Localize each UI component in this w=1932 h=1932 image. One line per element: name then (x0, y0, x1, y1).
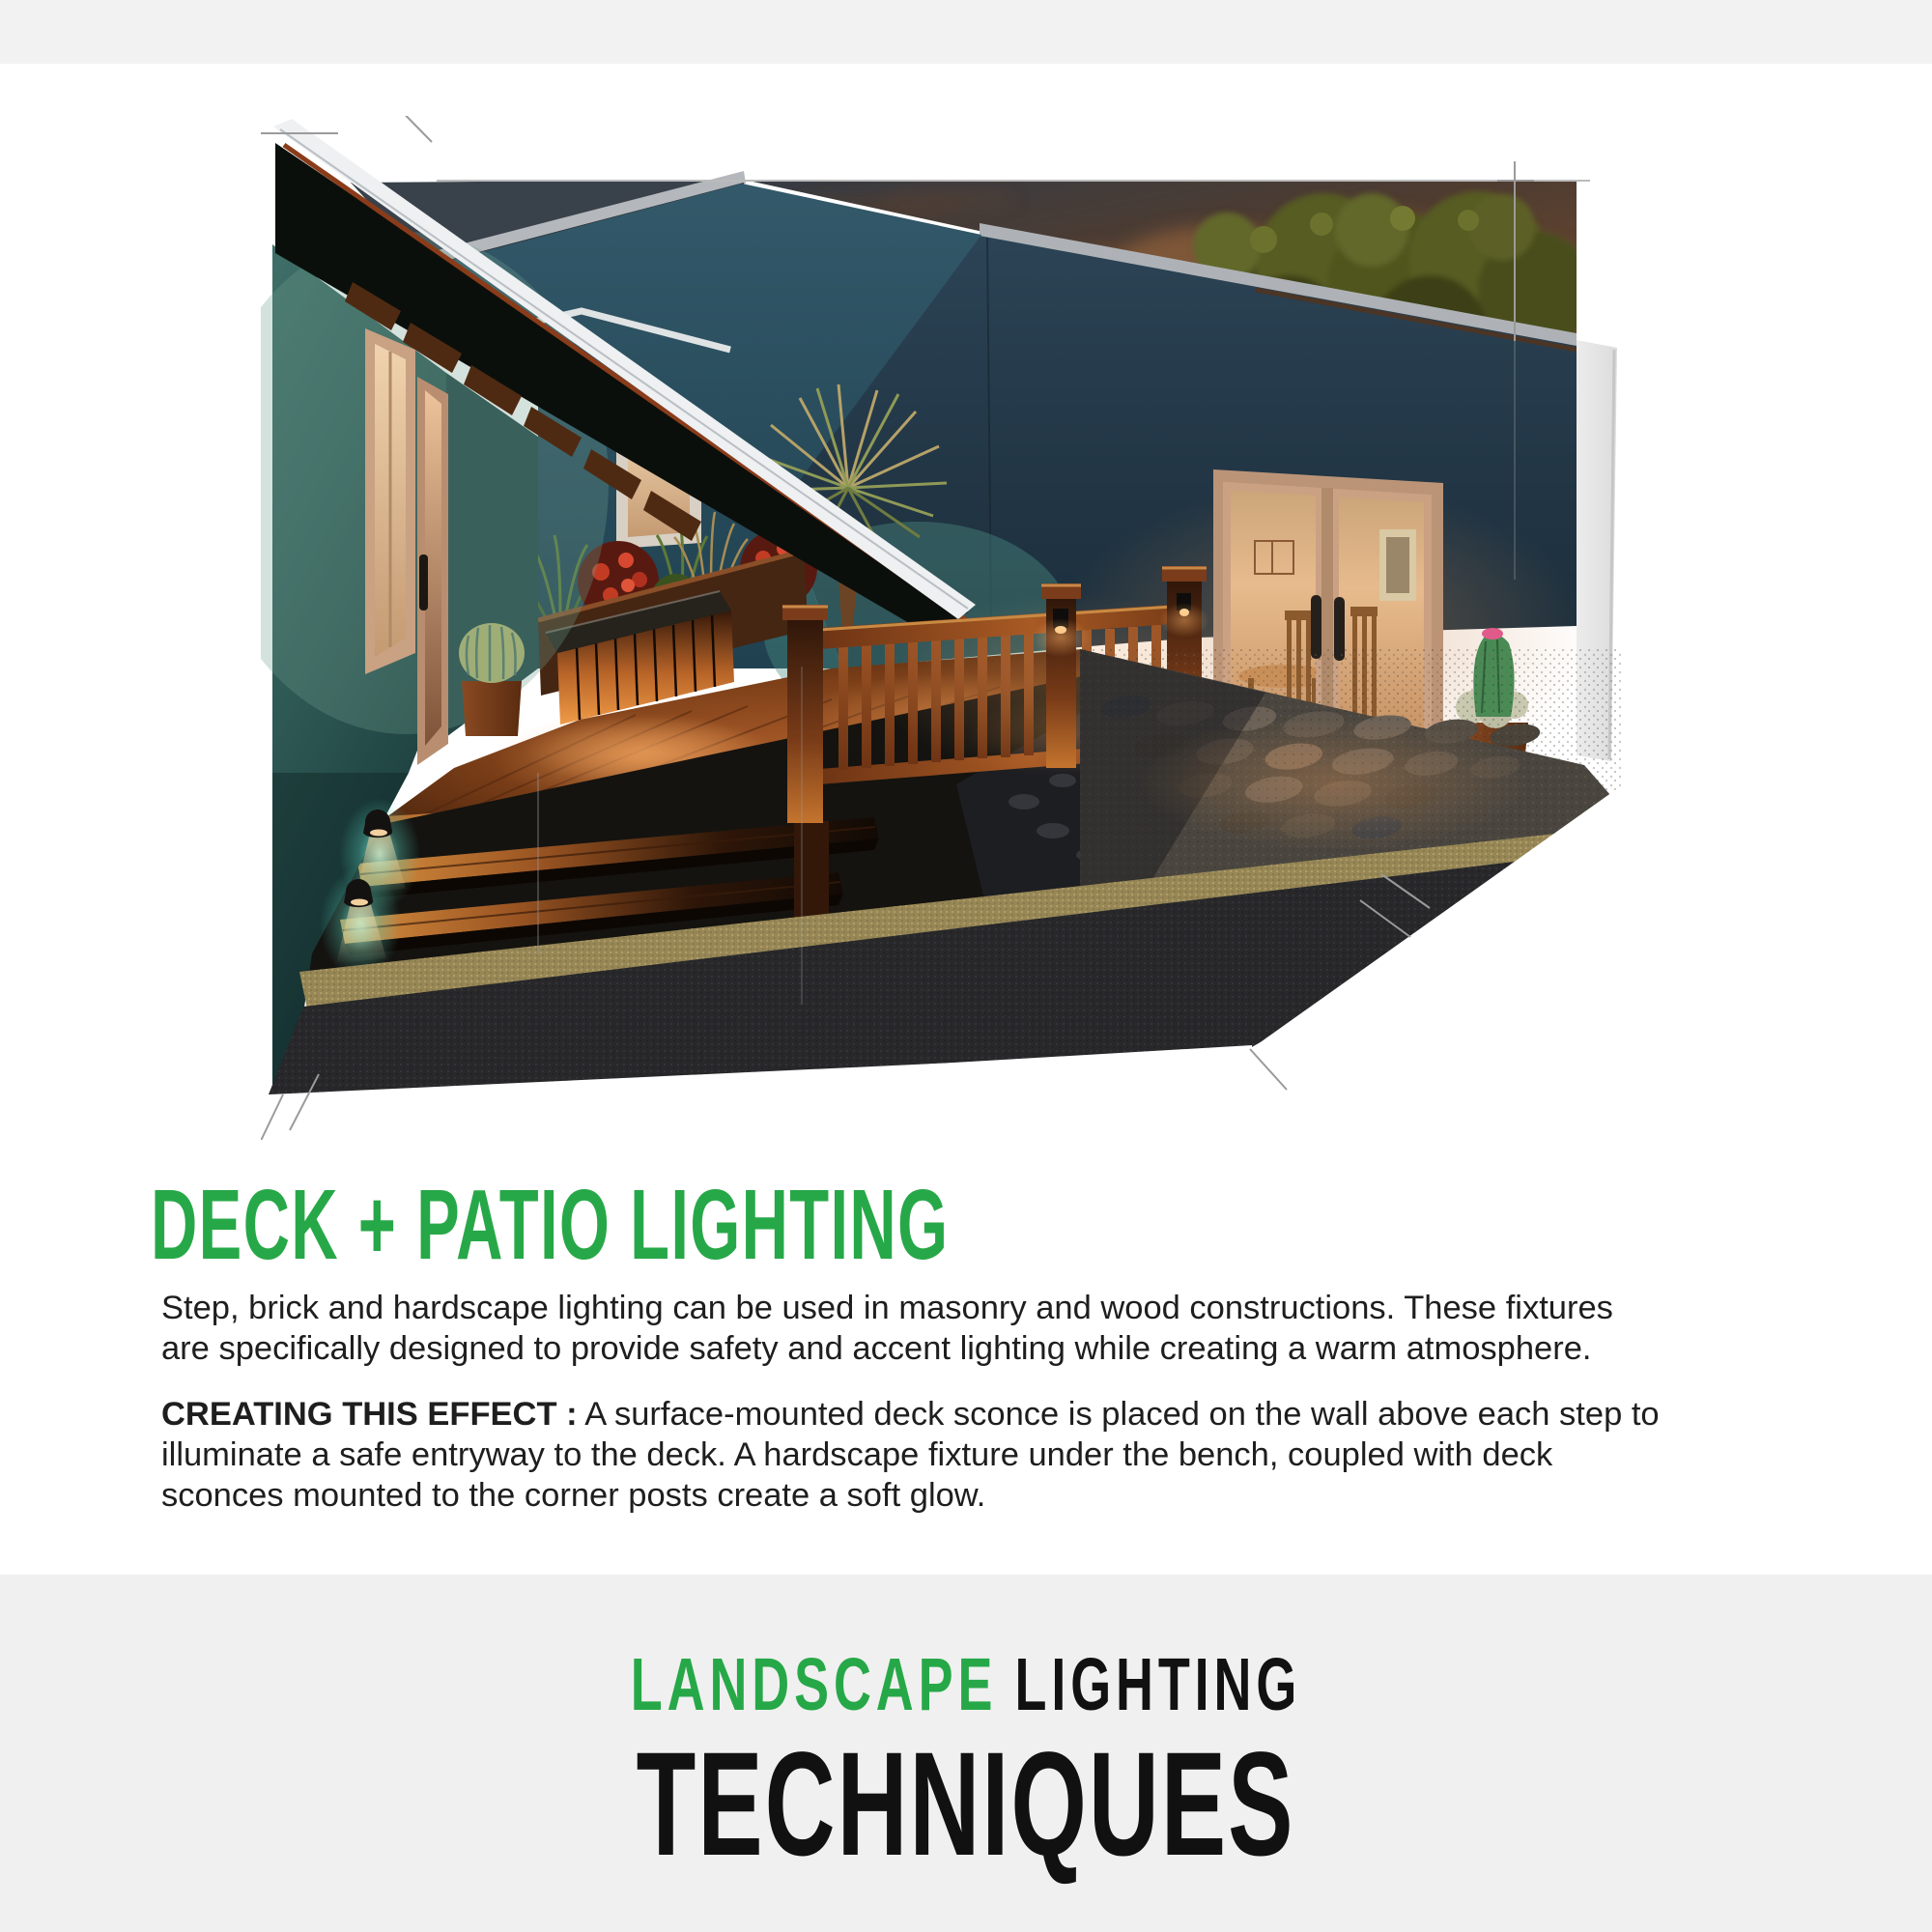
effect-line: sconces mounted to the corner posts create a soft glow. (161, 1477, 986, 1514)
intro-paragraph (161, 1288, 1613, 1369)
deck-patio-rendering (261, 116, 1623, 1140)
effect-line: illuminate a safe entryway to the deck. A hardscape fixture under the bench, coupled with deck (161, 1436, 1553, 1473)
top-gray-band (0, 0, 1932, 64)
intro-line: are specifically designed to provide safety and accent lighting while creating a warm atmosphere. (161, 1330, 1592, 1367)
footer-series-title (0, 1642, 1932, 1728)
left-window (365, 328, 415, 674)
effect-paragraph (161, 1394, 1660, 1516)
door-handle (419, 554, 428, 611)
effect-line: CREATING THIS EFFECT : A surface-mounted deck sconce is placed on the wall above each step to (161, 1396, 1660, 1433)
footer-techniques-label: TECHNIQUES (637, 1721, 1295, 1887)
left-door (417, 377, 448, 765)
page-title: DECK + PATIO LIGHTING (151, 1169, 950, 1280)
footer-lighting-label: LIGHTING (1014, 1643, 1302, 1726)
footer-landscape-label: LANDSCAPE (630, 1643, 998, 1726)
intro-line: Step, brick and hardscape lighting can be used in masonry and wood constructions. These fixtures (161, 1290, 1613, 1326)
effect-lead-label: CREATING THIS EFFECT : (161, 1396, 578, 1433)
cactus-flower (1482, 628, 1503, 639)
